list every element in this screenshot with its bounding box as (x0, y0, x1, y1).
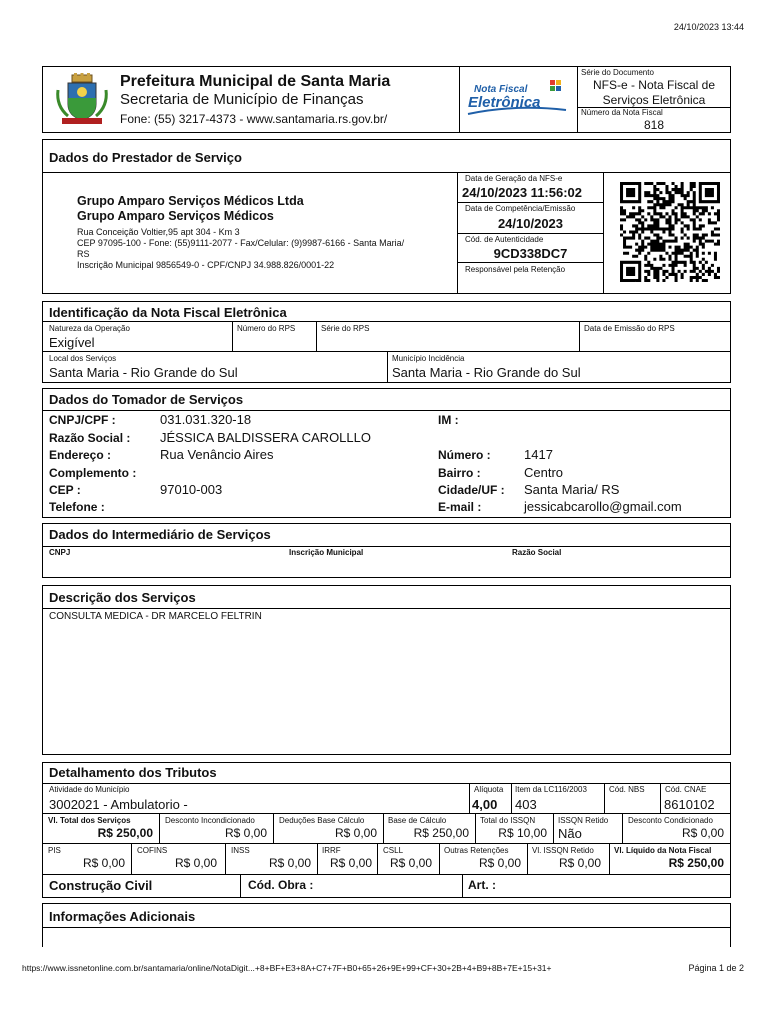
vl-liquido-value: R$ 250,00 (668, 856, 724, 870)
outras-retencoes-value: R$ 0,00 (478, 856, 521, 870)
qr-code-icon (617, 182, 723, 282)
prestador-address-3: RS (77, 249, 90, 259)
vl-total-label: Vl. Total dos Serviços (48, 816, 131, 825)
deducoes-value: R$ 0,00 (334, 826, 377, 840)
vl-issqn-retido-label: Vl. ISSQN Retido (532, 846, 594, 855)
total-issqn-value: R$ 10,00 (498, 826, 547, 840)
logo-text-bottom: Eletrônica (468, 94, 541, 111)
adicionais-title: Informações Adicionais (49, 909, 196, 924)
cnae-value: 8610102 (664, 797, 715, 812)
tributos-title: Detalhamento dos Tributos (49, 765, 217, 780)
cofins-value: R$ 0,00 (174, 856, 217, 870)
geracao-value: 24/10/2023 11:56:02 (462, 185, 582, 200)
nbs-label: Cód. NBS (609, 785, 645, 794)
csll-value: R$ 0,00 (389, 856, 432, 870)
tomador-endereco-label: Endereço : (49, 448, 112, 462)
tomador-cnpj-label: CNPJ/CPF : (49, 413, 116, 427)
cofins-label: COFINS (137, 846, 168, 855)
serie-label: Série do Documento (581, 68, 654, 77)
vl-total-value: R$ 250,00 (97, 826, 153, 840)
print-page-info: Página 1 de 2 (688, 963, 744, 973)
descricao-text: CONSULTA MEDICA - DR MARCELO FELTRIN (49, 611, 262, 622)
cnae-label: Cód. CNAE (665, 785, 707, 794)
intermediario-cnpj-label: CNPJ (49, 548, 71, 557)
tomador-cep-value: 97010-003 (160, 482, 223, 497)
total-issqn-label: Total do ISSQN (480, 816, 536, 825)
prestador-address-4: Inscrição Municipal 9856549-0 - CPF/CNPJ 34.988.826/0001-22 (77, 260, 335, 270)
department-name: Secretaria de Município de Finanças (120, 91, 364, 108)
tomador-cep-label: CEP : (49, 483, 81, 497)
numero-nota-value: 818 (643, 118, 665, 132)
org-name: Prefeitura Municipal de Santa Maria (120, 73, 391, 90)
prestador-name-2: Grupo Amparo Serviços Médicos (77, 209, 274, 223)
natureza-value: Exigível (49, 335, 95, 350)
serie-value-2: Serviços Eletrônica (602, 93, 706, 107)
inss-label: INSS (231, 846, 250, 855)
tomador-telefone-label: Telefone : (49, 500, 105, 514)
tomador-razao-value: JÉSSICA BALDISSERA CAROLLLO (160, 430, 371, 445)
base-calculo-label: Base de Cálculo (388, 816, 447, 825)
tomador-title: Dados do Tomador de Serviços (49, 392, 244, 407)
desconto-incond-value: R$ 0,00 (224, 826, 267, 840)
identificacao-title: Identificação da Nota Fiscal Eletrônica (49, 305, 287, 320)
construcao-civil-label: Construção Civil (49, 878, 153, 893)
tomador-email-value: jessicabcarollo@gmail.com (524, 499, 682, 514)
aliquota-label: Alíquota (474, 785, 504, 794)
item-lc-value: 403 (515, 797, 537, 812)
cod-obra-label: Cód. Obra : (248, 878, 314, 892)
tomador-bairro-value: Centro (524, 465, 564, 480)
irrf-label: IRRF (322, 846, 341, 855)
issqn-retido-value: Não (558, 826, 582, 841)
pis-value: R$ 0,00 (82, 856, 125, 870)
rps-numero-label: Número do RPS (237, 324, 296, 333)
tomador-numero-value: 1417 (524, 447, 553, 462)
desconto-cond-value: R$ 0,00 (681, 826, 724, 840)
desconto-cond-label: Desconto Condicionado (628, 816, 713, 825)
natureza-label: Natureza da Operação (49, 324, 130, 333)
tomador-razao-label: Razão Social : (49, 431, 131, 445)
geracao-label: Data de Geração da NFS-e (465, 174, 563, 183)
competencia-value: 24/10/2023 (497, 216, 564, 231)
local-servicos-value: Santa Maria - Rio Grande do Sul (49, 365, 238, 380)
inss-value: R$ 0,00 (268, 856, 311, 870)
aliquota-value: 4,00 (472, 797, 498, 812)
autenticidade-label: Cód. de Autenticidade (465, 235, 544, 244)
vl-issqn-retido-value: R$ 0,00 (558, 856, 601, 870)
rps-data-label: Data de Emissão do RPS (584, 324, 675, 333)
coat-of-arms-icon (54, 72, 110, 128)
issqn-retido-label: ISSQN Retido (558, 816, 609, 825)
pis-label: PIS (48, 846, 61, 855)
intermediario-razao-label: Razão Social (512, 548, 562, 557)
prestador-name-1: Grupo Amparo Serviços Médicos Ltda (77, 194, 304, 208)
numero-nota-label: Número da Nota Fiscal (581, 108, 663, 117)
outras-retencoes-label: Outras Retenções (444, 846, 509, 855)
print-footer-url: https://www.issnetonline.com.br/santamaria/online/NotaDigit...+8+BF+E3+8A+C7+7F+B0+65+26+9E+99+CF+30+2B+4+B9+8B+7E+15+31+ (22, 963, 552, 973)
prestador-title: Dados do Prestador de Serviço (49, 150, 242, 165)
retencao-label: Responsável pela Retenção (465, 265, 566, 274)
serie-value-1: NFS-e - Nota Fiscal de (592, 78, 716, 92)
nota-fiscal-logo (466, 74, 572, 124)
vl-liquido-label: Vl. Líquido da Nota Fiscal (614, 846, 712, 855)
logo-text-top: Nota Fiscal (474, 84, 528, 95)
tomador-cnpj-value: 031.031.320-18 (160, 412, 252, 427)
competencia-label: Data de Competência/Emissão (465, 204, 576, 213)
prestador-address-2: CEP 97095-100 - Fone: (55)9111-2077 - Fax/Celular: (9)9987-6166 - Santa Maria/ (77, 238, 405, 248)
tomador-bairro-label: Bairro : (438, 466, 481, 480)
tomador-numero-label: Número : (438, 448, 491, 462)
rps-serie-label: Série do RPS (321, 324, 370, 333)
item-lc-label: Item da LC116/2003 (515, 785, 587, 794)
csll-label: CSLL (383, 846, 404, 855)
municipio-incidencia-label: Município Incidência (392, 354, 465, 363)
tomador-complemento-label: Complemento : (49, 466, 137, 480)
contact-info: Fone: (55) 3217-4373 - www.santamaria.rs.gov.br/ (120, 112, 388, 126)
intermediario-title: Dados do Intermediário de Serviços (49, 527, 271, 542)
tomador-cidade-label: Cidade/UF : (438, 483, 505, 497)
local-servicos-label: Local dos Serviços (49, 354, 117, 363)
deducoes-label: Deduções Base Cálculo (279, 816, 365, 825)
tomador-endereco-value: Rua Venâncio Aires (160, 447, 274, 462)
desconto-incond-label: Desconto Incondicionado (165, 816, 255, 825)
atividade-value: 3002021 - Ambulatorio - (49, 797, 188, 812)
tomador-email-label: E-mail : (438, 500, 482, 514)
autenticidade-value: 9CD338DC7 (493, 246, 568, 261)
print-timestamp: 24/10/2023 13:44 (673, 22, 744, 32)
tomador-im-label: IM : (438, 413, 459, 427)
atividade-label: Atividade do Município (49, 785, 130, 794)
base-calculo-value: R$ 250,00 (413, 826, 469, 840)
intermediario-inscricao-label: Inscrição Municipal (289, 548, 364, 557)
municipio-incidencia-value: Santa Maria - Rio Grande do Sul (392, 365, 581, 380)
tomador-cidade-value: Santa Maria/ RS (524, 482, 620, 497)
descricao-title: Descrição dos Serviços (49, 590, 196, 605)
qr-pattern (620, 182, 720, 282)
art-label: Art. : (468, 878, 496, 892)
irrf-value: R$ 0,00 (329, 856, 372, 870)
prestador-address-1: Rua Conceição Voltier,95 apt 304 - Km 3 (77, 227, 240, 237)
